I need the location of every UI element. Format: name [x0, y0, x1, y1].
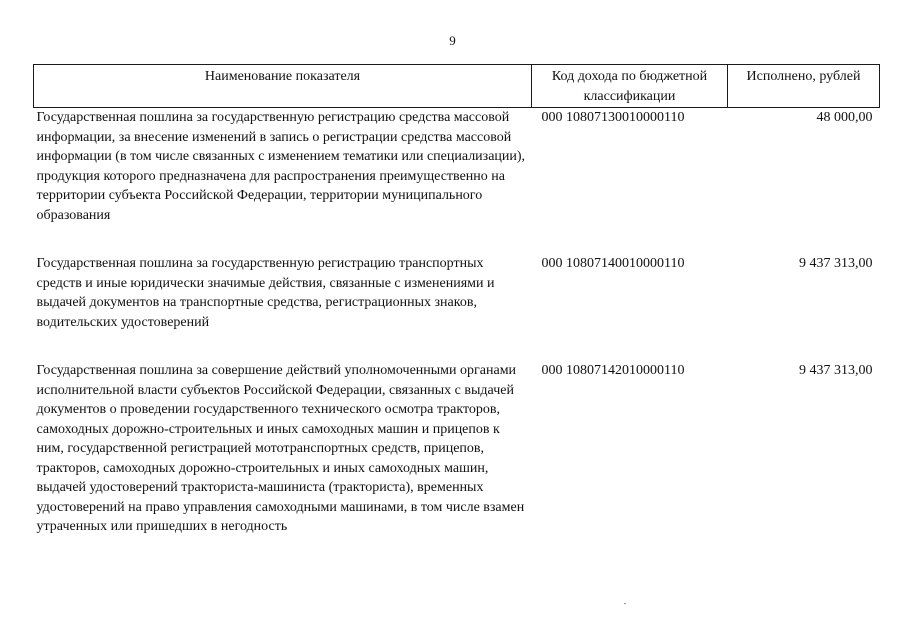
header-budget-code: Код дохода по бюджетной классификации: [532, 65, 728, 108]
table-row: [34, 254, 880, 361]
table-header-row: [34, 65, 880, 108]
row-budget-code: 000 10807142010000110: [541, 363, 685, 378]
revenue-table: [33, 64, 880, 537]
row-indicator-name: Государственная пошлина за государственную регистрацию средства массовой информации, за внесение изменений в запись о регистрации средства массовой информации (в том числе связанных с изменением тематики или специализации), продукция которого предназначена для распространения преимущественно на территории субъекта Российской Федерации, территории муниципального образования: [36, 110, 526, 223]
scan-speck: [624, 603, 626, 604]
table-row: [34, 361, 880, 537]
row-indicator-name: Государственная пошлина за государственную регистрацию транспортных средств и иные юридически значимые действия, связанные с изменениями и выдачей документов на транспортные средства, регистрационных знаков, водительских удостоверений: [36, 256, 495, 330]
row-budget-code: 000 10807140010000110: [541, 256, 685, 271]
row-budget-code: 000 10807130010000110: [541, 110, 685, 125]
table-row: [34, 108, 880, 255]
page-number: 9: [449, 33, 456, 48]
row-executed-amount: 48 000,00: [816, 110, 873, 125]
row-indicator-name: Государственная пошлина за совершение действий уполномоченными органами исполнительной власти субъектов Российской Федерации, связанных с выдачей документов о проведении государственного технического осмотра тракторов, самоходных дорожно-строительных и иных самоходных машин и прицепов к ним, государственной регистрацией мототранспортных средств, прицепов, тракторов, самоходных дорожно-строительных и иных самоходных машин, выдачей удостоверений тракториста-машиниста (тракториста), временных удостоверений на право управления самоходными машинами, в том числе взамен утраченных или пришедших в негодность: [36, 363, 525, 534]
row-executed-amount: 9 437 313,00: [799, 363, 873, 378]
header-executed-amount: Исполнено, рублей: [728, 65, 880, 108]
row-executed-amount: 9 437 313,00: [799, 256, 873, 271]
header-indicator-name: Наименование показателя: [34, 65, 532, 108]
